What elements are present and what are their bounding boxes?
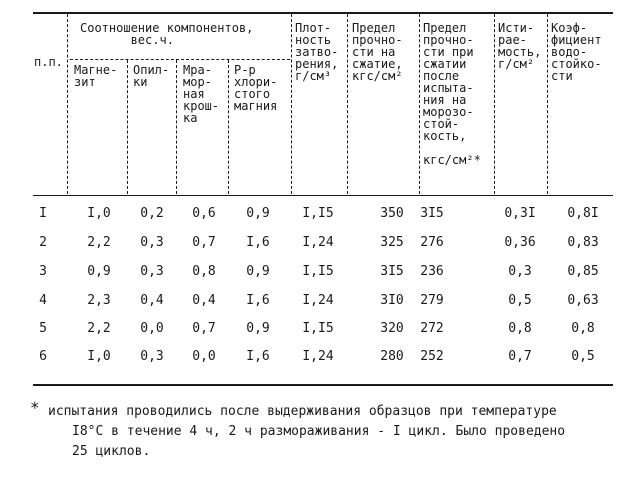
table-cell: 272 xyxy=(420,321,444,336)
header-marble-chips: Мра- мор- ная крош- ка xyxy=(183,63,220,125)
table-cell: 2 xyxy=(39,235,47,250)
table-cell: I,0 xyxy=(87,206,111,221)
table-cell: 6 xyxy=(39,349,47,364)
footnote-line: испытания проводились после выдерживания образцов при температуре xyxy=(48,404,557,419)
table-cell: 0,4 xyxy=(140,293,164,308)
header-component-ratio: Соотношение компонентов, вес.ч. xyxy=(80,21,254,47)
table-cell: 0,5 xyxy=(571,349,595,364)
table-cell: 0,6 xyxy=(192,206,216,221)
table-cell: 0,8 xyxy=(508,321,532,336)
table-cell: 0,3 xyxy=(508,264,532,279)
table-cell: I xyxy=(39,206,47,221)
table-cell: 0,9 xyxy=(87,264,111,279)
table-cell: 5 xyxy=(39,321,47,336)
table-cell: 0,3 xyxy=(140,264,164,279)
footnote-line: 25 циклов. xyxy=(72,444,151,459)
subheader-rule xyxy=(70,59,290,60)
table-cell: 3I5 xyxy=(420,206,444,221)
table-cell: 0,9 xyxy=(246,264,270,279)
table-cell: 4 xyxy=(39,293,47,308)
table-cell: 0,2 xyxy=(140,206,164,221)
table-cell: 0,3I xyxy=(504,206,536,221)
column-divider xyxy=(67,14,68,194)
column-divider xyxy=(419,14,420,194)
footnote xyxy=(30,398,610,462)
table-cell: 2,2 xyxy=(87,321,111,336)
header-compressive-strength: Предел прочно- сти на сжатие, кгс/см² xyxy=(352,21,403,83)
table-cell: I,I5 xyxy=(302,321,334,336)
table-cell: 279 xyxy=(420,293,444,308)
column-divider xyxy=(176,60,177,194)
table-cell: 0,8I xyxy=(567,206,599,221)
table-cell: 0,85 xyxy=(567,264,599,279)
table-cell: 0,8 xyxy=(571,321,595,336)
table-cell: I,24 xyxy=(302,235,334,250)
header-frost-strength: Предел прочно- сти при сжатии после испыта- ния на морозо- стой- кость, кгс/см²* xyxy=(423,21,481,167)
table-cell: 0,3 xyxy=(140,349,164,364)
column-divider xyxy=(291,14,292,194)
table-cell: 325 xyxy=(380,235,404,250)
table-cell: I,6 xyxy=(246,235,270,250)
column-divider xyxy=(347,14,348,194)
header-magnesium-chloride: Р-р хлори- стого магния xyxy=(234,63,278,113)
table-cell: 0,3 xyxy=(140,235,164,250)
table-cell: 0,4 xyxy=(192,293,216,308)
table-cell: 350 xyxy=(380,206,404,221)
table-cell: 0,8 xyxy=(192,264,216,279)
footnote-asterisk: * xyxy=(30,398,40,417)
header-density: Плот- ность затво- рения, г/см³ xyxy=(295,21,339,83)
table-cell: 0,9 xyxy=(246,206,270,221)
table-cell: 0,7 xyxy=(192,235,216,250)
table-cell: 0,63 xyxy=(567,293,599,308)
table-cell: 3 xyxy=(39,264,47,279)
table-cell: 0,36 xyxy=(504,235,536,250)
table-cell: I,I5 xyxy=(302,264,334,279)
table-cell: 0,7 xyxy=(508,349,532,364)
table-bottom-rule xyxy=(33,384,613,386)
table-cell: 2,3 xyxy=(87,293,111,308)
header-water-resistance: Коэф- фициент водо- стойко- сти xyxy=(551,21,602,83)
table-cell: 280 xyxy=(380,349,404,364)
table-cell: I,24 xyxy=(302,349,334,364)
table-cell: 3I5 xyxy=(380,264,404,279)
header-number: п.п. xyxy=(34,55,63,69)
table-cell: 0,7 xyxy=(192,321,216,336)
header-magnesite: Магне- зит xyxy=(74,63,118,89)
header-bottom-rule xyxy=(33,195,613,196)
table-cell: I,0 xyxy=(87,349,111,364)
table-cell: 0,83 xyxy=(567,235,599,250)
table-cell: 276 xyxy=(420,235,444,250)
table-cell: I,6 xyxy=(246,293,270,308)
table-cell: 0,0 xyxy=(192,349,216,364)
table-cell: I,24 xyxy=(302,293,334,308)
footnote-line: I8°С в течение 4 ч, 2 ч размораживания - I цикл. Было проведено xyxy=(72,424,566,439)
table-cell: I,I5 xyxy=(302,206,334,221)
column-divider xyxy=(547,14,548,194)
table-cell: 2,2 xyxy=(87,235,111,250)
table-cell: 236 xyxy=(420,264,444,279)
table-top-rule xyxy=(33,12,613,14)
table-cell: 0,9 xyxy=(246,321,270,336)
header-abrasion: Исти- рае- мость, г/см² xyxy=(498,21,542,71)
header-sawdust: Опил- ки xyxy=(133,63,170,89)
table-cell: 252 xyxy=(420,349,444,364)
column-divider xyxy=(127,60,128,194)
column-divider xyxy=(228,60,229,194)
table-cell: I,6 xyxy=(246,349,270,364)
table-cell: 0,5 xyxy=(508,293,532,308)
table-cell: 3I0 xyxy=(380,293,404,308)
table-cell: 0,0 xyxy=(140,321,164,336)
table-cell: 320 xyxy=(380,321,404,336)
column-divider xyxy=(494,14,495,194)
